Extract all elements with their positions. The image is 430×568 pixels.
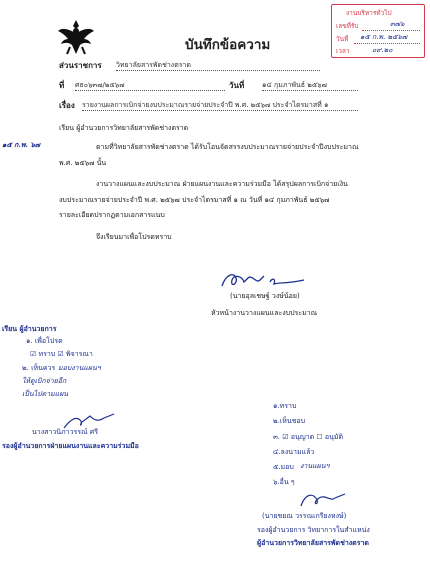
stamp-date-value: ๑๕ ก.พ. ๒๕๖๗ <box>360 33 408 41</box>
right-note-item1: ๑.ทราบ <box>273 402 297 410</box>
subject-label: เรื่อง <box>59 101 75 110</box>
para1-line2: พ.ศ. ๒๕๖๗ นั้น <box>59 159 107 167</box>
right-note-item4: ๔.ลงนามแล้ว <box>273 448 315 456</box>
left-note-item2: ๒. เห็นควร <box>22 364 56 372</box>
stamp-number-label: เลขที่รับ <box>336 22 359 30</box>
left-note-signer-name: นางสาวนิภาวรรณ์ ศรี <box>32 428 98 436</box>
stamp-title: งานบริหารทั่วไป <box>346 9 392 17</box>
stamp-number-value: ๓๗๖ <box>390 20 405 28</box>
right-note-item6: ๖.อื่น ๆ <box>273 478 295 486</box>
left-note-item1b: ☑ ทราบ ☑ พิจารณา <box>30 350 93 358</box>
para2-line2: งบประมาณรายจ่ายประจำปี พ.ศ. ๒๕๖๗ ประจำไตรมาสที่ ๑ ณ วันที่ ๑๔ กุมภาพันธ์ ๒๕๖๗ <box>59 196 330 204</box>
stamp-time-value: ๐๙.๒๐ <box>372 46 393 54</box>
right-note-signer-name: (นายชยณ วรรณเกรียงหงษ์) <box>262 512 347 520</box>
salutation: เรียน ผู้อำนวยการวิทยาลัยสารพัดช่างตราด <box>59 124 189 132</box>
receipt-stamp <box>331 4 425 58</box>
ref-label: ที่ <box>59 81 65 90</box>
subject-value: รายงานผลการเบิกจ่ายงบประมาณรายจ่ายประจำปี พ.ศ. ๒๕๖๗ ประจำไตรมาสที่ ๑ <box>82 101 358 111</box>
margin-date-note: ๑๕ ก.พ. ๖๗ <box>2 140 41 149</box>
right-note-signer-position-1: รองผู้อำนวยการ วิทยาการในสำแหน่ง <box>257 526 370 534</box>
right-signature-icon <box>295 488 355 512</box>
ref-value: ศธ๐๖๓๗/๒๕๖๗ <box>75 81 225 91</box>
right-note-item3: ๓. ☑ อนุญาต ☐ อนุมัติ <box>273 433 344 441</box>
signer-name: (นายอุลเชษฐ์ วงษ์น้อย) <box>230 292 300 300</box>
left-note-signer-position: รองผู้อำนวยการฝ่ายแผนงานและความร่วมมือ <box>2 442 139 450</box>
garuda-emblem-icon <box>56 17 96 57</box>
stamp-date-label: วันที่ <box>336 35 349 43</box>
date-value: ๑๔ กุมภาพันธ์ ๒๕๖๗ <box>262 81 358 91</box>
right-note-signer-position-2: ผู้อำนวยการวิทยาลัยสารพัดช่างตราด <box>257 539 369 547</box>
stamp-number-line <box>362 30 420 31</box>
left-note-item1: ๑. เพื่อโปรด <box>26 337 63 345</box>
para2-line3: รายละเอียดปรากฏตามเอกสารแนบ <box>59 211 165 219</box>
right-note-item2: ๒.เห็นชอบ <box>273 417 306 425</box>
para2-line1: งานวางแผนและงบประมาณ ฝ่ายแผนงานและความร่วมมือ ได้สรุปผลการเบิกจ่ายเงิน <box>96 180 348 188</box>
closing-line: จึงเรียนมาเพื่อโปรดทราบ <box>96 233 172 241</box>
left-note-heading: เรียน ผู้อำนวยการ <box>2 325 57 333</box>
document-title: บันทึกข้อความ <box>185 37 271 53</box>
right-note-handwriting-5: งานแผนฯ <box>300 462 330 470</box>
agency-value: วิทยาลัยสารพัดช่างตราด <box>116 61 320 71</box>
left-note-handwriting-1: มอบงานแผนฯ <box>58 364 101 372</box>
signer-signature-icon <box>218 268 313 292</box>
signer-position: หัวหน้างานวางแผนและงบประมาณ <box>211 309 318 317</box>
agency-label: ส่วนราชการ <box>59 61 102 70</box>
para1-line1: ตามที่วิทยาลัยสารพัดช่างตราด ได้รับโอนจัดสรรงบประมาณรายจ่ายประจำปีงบประมาณ <box>96 143 359 151</box>
stamp-time-label: เวลา <box>336 47 350 55</box>
right-note-item5: ๕.มอบ <box>273 463 294 471</box>
date-label: วันที่ <box>229 81 245 90</box>
stamp-date-line <box>354 43 420 44</box>
left-note-handwriting-2: ให้ดูเบิกจ่ายอีก <box>22 377 67 385</box>
left-note-handwriting-3: เป็นไปตามแผน <box>22 390 69 398</box>
